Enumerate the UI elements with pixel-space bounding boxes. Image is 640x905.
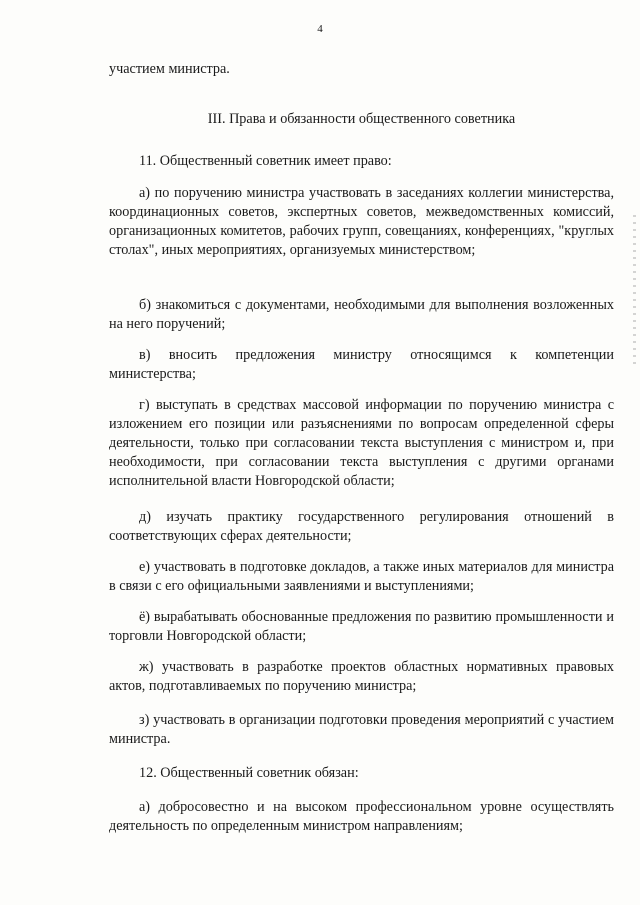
paragraph-yo: ё) вырабатывать обоснованные предложения по развитию промышленности и торговли Новгородской области; xyxy=(109,609,614,644)
item-12-heading: 12. Общественный советник обязан: xyxy=(139,765,359,781)
paragraph-e: е) участвовать в подготовке докладов, а также иных материалов для министра в связи с его официальными заявлениями и выступлениями; xyxy=(109,559,614,594)
continuation-text: участием министра. xyxy=(109,61,230,77)
scan-edge-marks xyxy=(633,215,636,365)
paragraph-12a: а) добросовестно и на высоком профессиональном уровне осуществлять деятельность по определенным министром направлениям; xyxy=(109,799,614,834)
paragraph-g: г) выступать в средствах массовой информации по поручению министра с изложением его позиции или разъяснениями по вопросам определенной сферы деятельности, только при согласовании текста выступления с министром и, при необходимости, при согласовании текста выступления с другими органами исполнительной власти Новгородской области; xyxy=(109,397,614,489)
paragraph-v: в) вносить предложения министру относящимся к компетенции министерства; xyxy=(109,347,614,382)
section-title: III. Права и обязанности общественного советника xyxy=(207,111,516,127)
paragraph-a: а) по поручению министра участвовать в заседаниях коллегии министерства, координационных советов, экспертных советов, межведомственных комиссий, организационных комитетов, рабочих групп, совещаниях, конференциях, "круглых столах", иных мероприятиях, организуемых министерством; xyxy=(109,185,614,258)
paragraph-d: д) изучать практику государственного регулирования отношений в соответствующих сферах деятельности; xyxy=(109,509,614,544)
paragraph-z: з) участвовать в организации подготовки проведения мероприятий с участием министра. xyxy=(109,712,614,747)
item-11-heading: 11. Общественный советник имеет право: xyxy=(139,153,392,169)
page-number: 4 xyxy=(317,23,323,35)
paragraph-b: б) знакомиться с документами, необходимыми для выполнения возложенных на него поручений; xyxy=(109,297,614,332)
paragraph-zh: ж) участвовать в разработке проектов областных нормативных правовых актов, подготавливаемых по поручению министра; xyxy=(109,659,614,694)
